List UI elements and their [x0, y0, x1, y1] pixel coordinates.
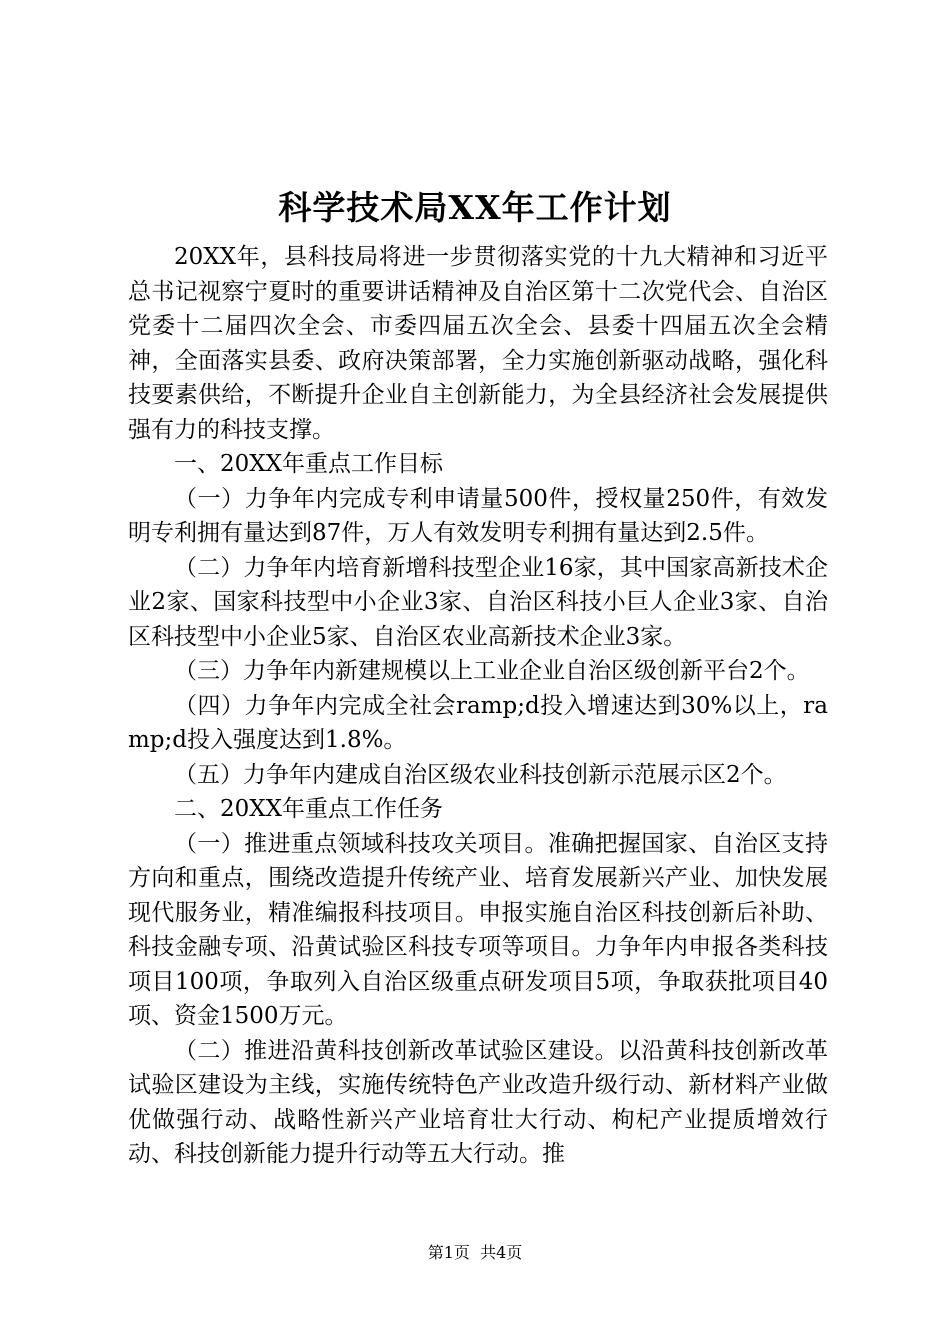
page-footer: [0, 1241, 950, 1265]
section-heading-goals: 一、20XX年重点工作目标: [174, 451, 444, 477]
goal-item-1: （一）力争年内完成专利申请量500件，授权量250件，有效发明专利拥有量达到87件，万人有效发明专利拥有量达到2.5件。: [128, 485, 828, 546]
goal-item-4: （四）力争年内完成全社会ramp;d投入增速达到30%以上，ramp;d投入强度达到1.8%。: [128, 692, 828, 753]
goal-item-2: （二）力争年内培育新增科技型企业16家，其中国家高新技术企业2家、国家科技型中小企业3家、自治区科技小巨人企业3家、自治区科技型中小企业5家、自治区农业高新技术企业3家。: [128, 554, 828, 650]
document-body: [128, 240, 828, 1172]
goal-item-5: （五）力争年内建成自治区级农业科技创新示范展示区2个。: [174, 761, 787, 788]
document-title: 科学技术局XX年工作计划: [278, 188, 672, 227]
intro-paragraph: 20XX年，县科技局将进一步贯彻落实党的十九大精神和习近平总书记视察宁夏时的重要讲话精神及自治区第十二次党代会、自治区党委十二届四次全会、市委四届五次全会、县委十四届五次全会精神，全面落实县委、政府决策部署，全力实施创新驱动战略，强化科技要素供给，不断提升企业自主创新能力，为全县经济社会发展提供强有力的科技支撑。: [128, 244, 828, 443]
task-item-2: （二）推进沿黄科技创新改革试验区建设。以沿黄科技创新改革试验区建设为主线，实施传统特色产业改造升级行动、新材料产业做优做强行动、战略性新兴产业培育壮大行动、枸杞产业提质增效行动、科技创新能力提升行动等五大行动。推: [128, 1037, 828, 1167]
section-heading-tasks: 二、20XX年重点工作任务: [174, 796, 444, 822]
task-item-1: （一）推进重点领域科技攻关项目。准确把握国家、自治区支持方向和重点，围绕改造提升传统产业、培育发展新兴产业、加快发展现代服务业，精准编报科技项目。申报实施自治区科技创新后补助、科技金融专项、沿黄试验区科技专项等项目。力争年内申报各类科技项目100项，争取列入自治区级重点研发项目5项，争取获批项目40项、资金1500万元。: [128, 830, 828, 1029]
page-number: 第1页 共4页: [427, 1243, 523, 1262]
goal-item-3: （三）力争年内新建规模以上工业企业自治区级创新平台2个。: [174, 658, 810, 684]
